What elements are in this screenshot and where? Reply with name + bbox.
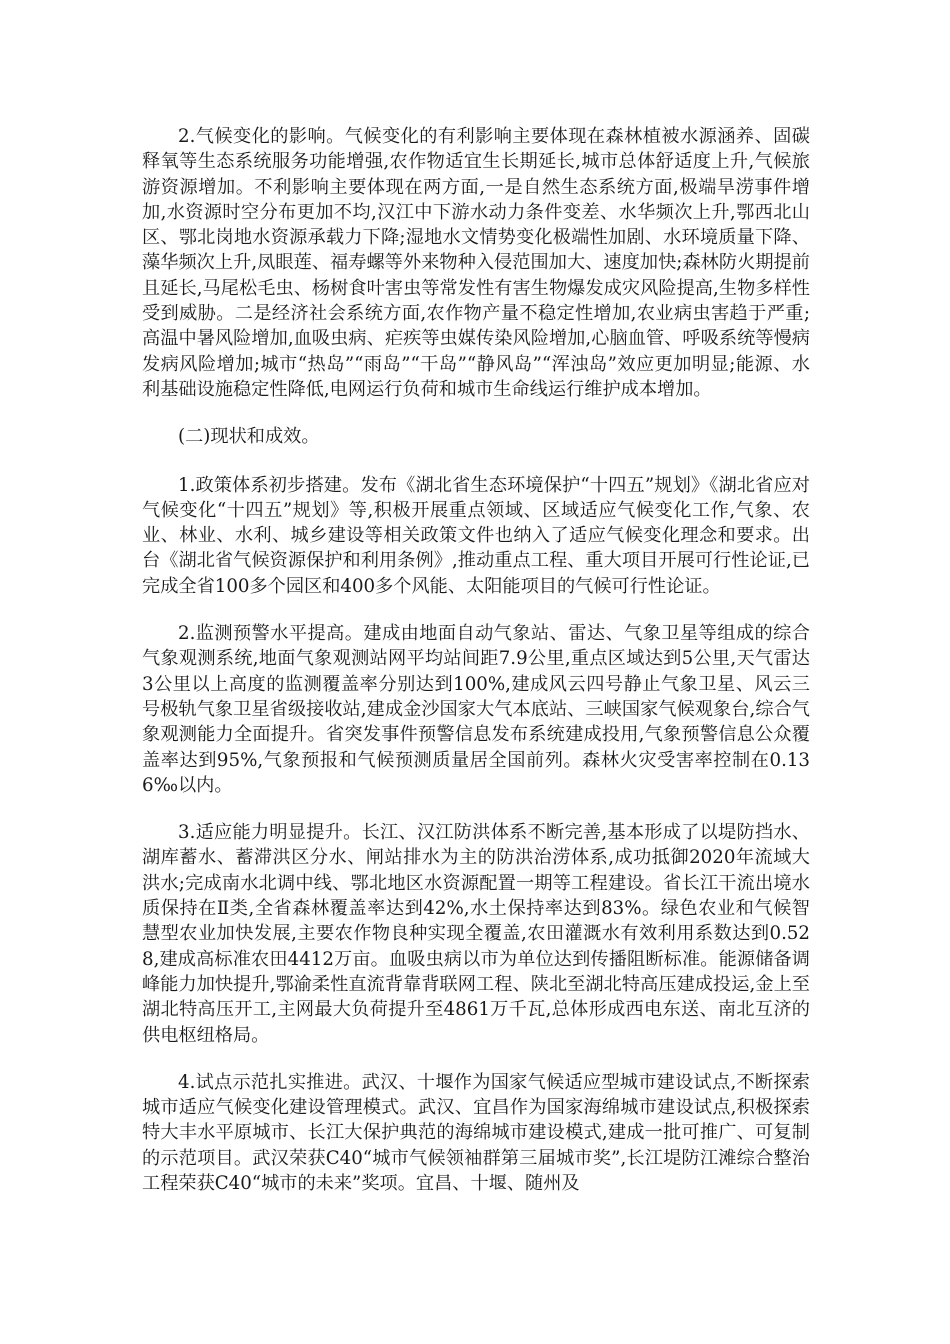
paragraph-monitoring-warning: 2.监测预警水平提高。建成由地面自动气象站、雷达、气象卫星等组成的综合气象观测系统,地面气象观测站网平均站间距7.9公里,重点区域达到5公里,天气雷达3公里以上高度的监测覆盖率分别达到100%,建成风云四号静止气象卫星、风云三号极轨气象卫星省级接收站,建成金沙国家大气本底站、三峡国家气候观象台,综合气象观测能力全面提升。省突发事件预警信息发布系统建成投用,气象预警信息公众覆盖率达到95%,气象预报和气候预测质量居全国前列。森林火灾受害率控制在0.136‰以内。	[142, 623, 810, 796]
paragraph-pilot-demonstration: 4.试点示范扎实推进。武汉、十堰作为国家气候适应型城市建设试点,不断探索城市适应气候变化建设管理模式。武汉、宜昌作为国家海绵城市建设试点,积极探索特大丰水平原城市、长江大保护典范的海绵城市建设模式,建成一批可推广、可复制的示范项目。武汉荣获C40“城市气候领袖群第三届城市奖”,长江堤防江滩综合整治工程荣获C40“城市的未来”奖项。宜昌、十堰、随州及	[142, 1071, 810, 1194]
document-body	[142, 124, 810, 1218]
paragraph-climate-impact: 2.气候变化的影响。气候变化的有利影响主要体现在森林植被水源涵养、固碳释氧等生态系统服务功能增强,农作物适宜生长期延长,城市总体舒适度上升,气候旅游资源增加。不利影响主要体现在两方面,一是自然生态系统方面,极端旱涝事件增加,水资源时空分布更加不均,汉江中下游水动力条件变差、水华频次上升,鄂西北山区、鄂北岗地水资源承载力下降;湿地水文情势变化极端性加剧、水环境质量下降、藻华频次上升,凤眼莲、福寿螺等外来物种入侵范围加大、速度加快;森林防火期提前且延长,马尾松毛虫、杨树食叶害虫等常发性有害生物爆发成灾风险提高,生物多样性受到威胁。二是经济社会系统方面,农作物产量不稳定性增加,农业病虫害趋于严重;高温中暑风险增加,血吸虫病、疟疾等虫媒传染风险增加,心脑血管、呼吸系统等慢病发病风险增加;城市“热岛”“雨岛”“干岛”“静风岛”“浑浊岛”效应更加明显;能源、水利基础设施稳定性降低,电网运行负荷和城市生命线运行维护成本增加。	[142, 126, 810, 400]
paragraph-adaptation-capacity: 3.适应能力明显提升。长江、汉江防洪体系不断完善,基本形成了以堤防挡水、湖库蓄水、蓄滞洪区分水、闸站排水为主的防洪治涝体系,成功抵御2020年流域大洪水;完成南水北调中线、鄂北地区水资源配置一期等工程建设。省长江干流出境水质保持在Ⅱ类,全省森林覆盖率达到42%,水土保持率达到83%。绿色农业和气候智慧型农业加快发展,主要农作物良种实现全覆盖,农田灌溉水有效利用系数达到0.528,建成高标准农田4412万亩。血吸虫病以市为单位达到传播阻断标准。能源储备调峰能力加快提升,鄂渝柔性直流背靠背联网工程、陕北至湖北特高压建成投运,金上至湖北特高压开工,主网最大负荷提升至4861万千瓦,总体形成西电东送、南北互济的供电枢纽格局。	[142, 822, 810, 1046]
paragraph-policy-system: 1.政策体系初步搭建。发布《湖北省生态环境保护“十四五”规划》《湖北省应对气候变化“十四五”规划》等,积极开展重点领域、区域适应气候变化工作,气象、农业、林业、水利、城乡建设等相关政策文件也纳入了适应气候变化理念和要求。出台《湖北省气候资源保护和利用条例》,推动重点工程、重大项目开展可行性论证,已完成全省100多个园区和400多个风能、太阳能项目的气候可行性论证。	[142, 474, 810, 597]
section-heading-status: (二)现状和成效。	[178, 426, 320, 448]
